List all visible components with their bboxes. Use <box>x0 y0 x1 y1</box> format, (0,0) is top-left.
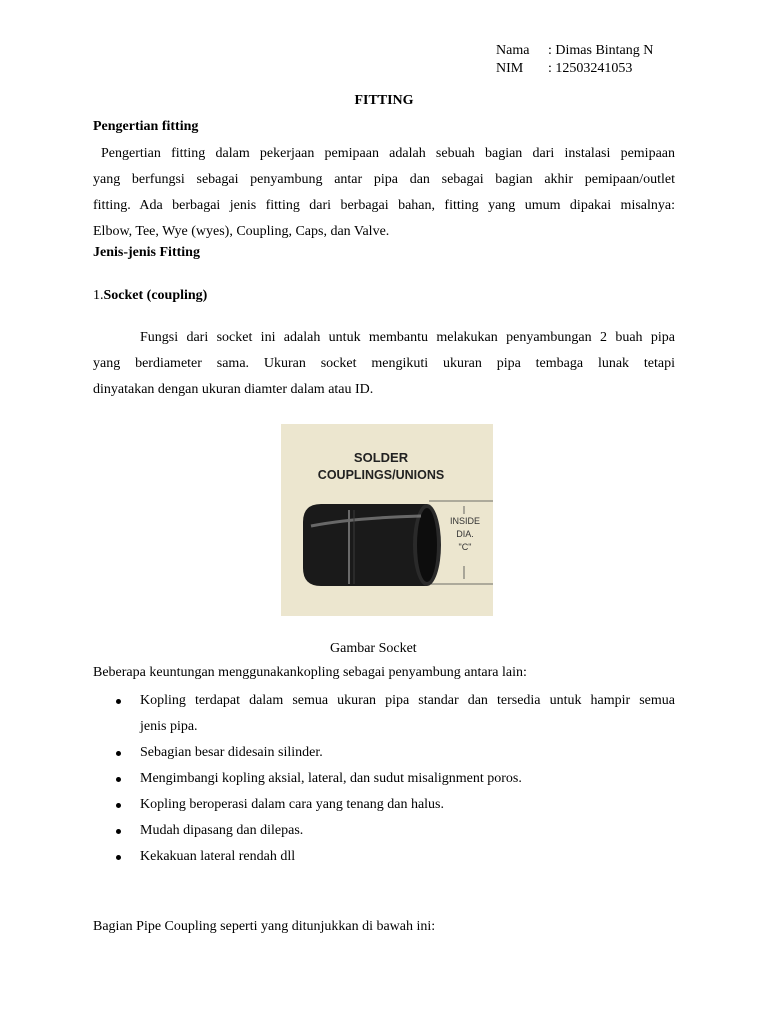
bullet-icon <box>116 803 121 808</box>
socket-heading <box>93 288 207 304</box>
bullet-icon <box>116 829 121 834</box>
list-item <box>93 818 675 844</box>
list-item <box>93 766 675 792</box>
bullet-icon <box>116 751 121 756</box>
list-item-text: Mudah dipasang dan dilepas. <box>140 823 304 838</box>
document-title: FITTING <box>354 93 414 108</box>
list-item <box>93 792 675 818</box>
bullet-icon <box>116 777 121 782</box>
list-item-text: Kopling terdapat dalam semua ukuran pipa standar dan tersedia untuk hampir semua <box>140 693 675 708</box>
figure-label-line1: SOLDER <box>353 450 409 465</box>
paragraph-line: yang berfungsi sebagai penyambung antar pipa dan sebagai bagian akhir pemipaan/outlet <box>93 172 675 187</box>
list-item-text: jenis pipa. <box>140 719 198 734</box>
name-label: Nama <box>496 43 530 58</box>
advantages-list <box>93 688 675 870</box>
inside-label-line2: DIA. <box>456 529 474 539</box>
definition-paragraph <box>93 141 675 245</box>
inside-label-line3: "C" <box>458 542 472 552</box>
list-item <box>93 844 675 870</box>
bullet-icon <box>116 699 121 704</box>
paragraph-line: fitting. Ada berbagai jenis fitting dari berbagai bahan, fitting yang umum dipakai misalnya: <box>93 198 675 213</box>
socket-title: Socket (coupling) <box>103 288 208 303</box>
paragraph-line: Elbow, Tee, Wye (wyes), Coupling, Caps, dan Valve. <box>93 224 390 239</box>
paragraph-line: Pengertian fitting dalam pekerjaan pemipaan adalah sebuah bagian dari instalasi pemipaan <box>101 146 675 161</box>
section-heading-definition: Pengertian fitting <box>93 119 199 134</box>
student-info <box>496 42 653 78</box>
list-item-text: Mengimbangi kopling aksial, lateral, dan sudut misalignment poros. <box>140 771 522 786</box>
inside-label-line1: INSIDE <box>449 516 481 526</box>
socket-number: 1. <box>93 288 104 303</box>
nim-row <box>496 60 653 78</box>
list-item <box>93 688 675 740</box>
name-value: : Dimas Bintang N <box>548 43 654 58</box>
socket-paragraph <box>93 325 675 403</box>
list-item-text: Sebagian besar didesain silinder. <box>140 745 323 760</box>
pipe-coupling-intro: Bagian Pipe Coupling seperti yang ditunjukkan di bawah ini: <box>93 919 436 934</box>
list-item-text: Kekakuan lateral rendah dll <box>140 849 296 864</box>
bullet-icon <box>116 855 121 860</box>
list-item-text: Kopling beroperasi dalam cara yang tenang dan halus. <box>140 797 445 812</box>
paragraph-line: dinyatakan dengan ukuran diamter dalam atau ID. <box>93 382 374 397</box>
figure-label-line2: COUPLINGS/UNIONS <box>317 468 445 482</box>
coupling-illustration <box>281 424 493 616</box>
coupling-inner <box>417 508 437 582</box>
figure-caption: Gambar Socket <box>330 641 417 656</box>
section-heading-types: Jenis-jenis Fitting <box>93 245 200 260</box>
nim-label: NIM <box>496 61 524 76</box>
socket-figure <box>281 424 493 616</box>
paragraph-line: yang berdiameter sama. Ukuran socket mengikuti ukuran pipa tembaga lunak tetapi <box>93 356 675 371</box>
nim-value: : 12503241053 <box>548 61 633 76</box>
paragraph-line: Fungsi dari socket ini adalah untuk membantu melakukan penyambungan 2 buah pipa <box>140 330 675 345</box>
name-row <box>496 42 653 60</box>
list-item <box>93 740 675 766</box>
advantages-intro: Beberapa keuntungan menggunakankopling sebagai penyambung antara lain: <box>93 665 527 680</box>
